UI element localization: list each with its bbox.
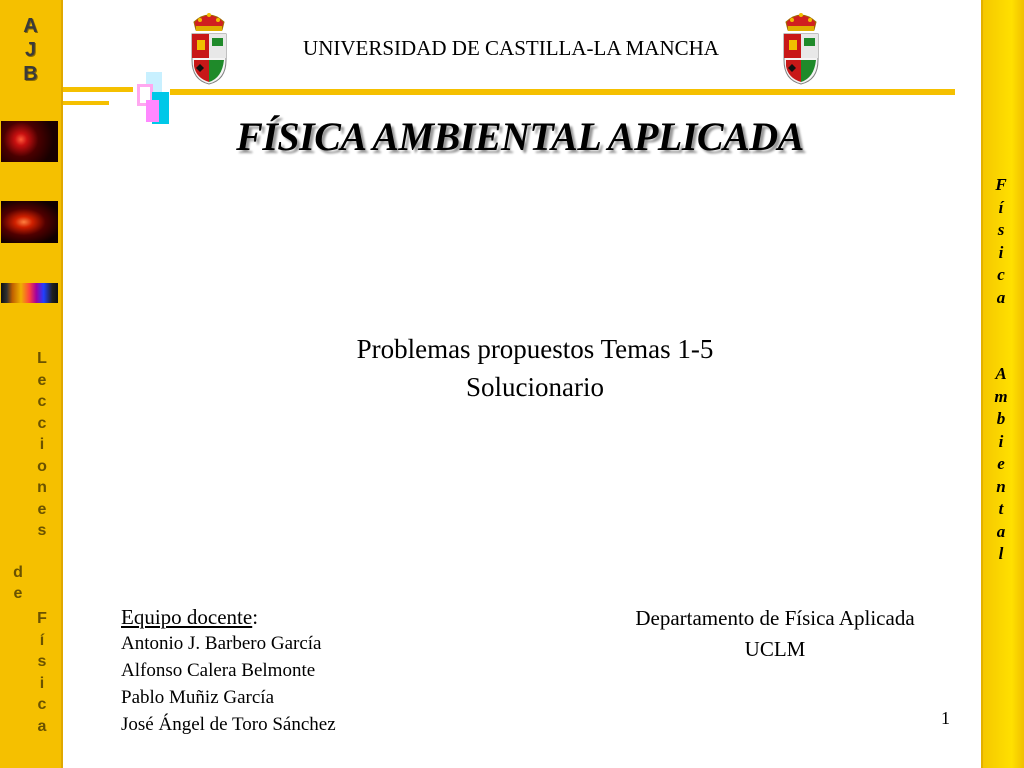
subtitle-line: Problemas propuestos Temas 1-5 bbox=[356, 334, 714, 364]
vertical-letter: i bbox=[39, 674, 45, 692]
thumbnail-image-1 bbox=[1, 121, 58, 162]
department-name: Departamento de Física Aplicada bbox=[635, 606, 915, 630]
vertical-letter: c bbox=[997, 265, 1005, 284]
thumbnail-spectrum-image bbox=[1, 283, 58, 303]
vertical-letter: L bbox=[37, 350, 47, 367]
vertical-letter: o bbox=[37, 457, 47, 475]
initial-letter: B bbox=[23, 63, 38, 85]
team-label-text: Equipo docente bbox=[121, 605, 253, 629]
vertical-letter: i bbox=[39, 436, 45, 453]
vertical-letter: c bbox=[37, 414, 47, 432]
initials-ajb bbox=[0, 14, 61, 86]
university-crest-icon bbox=[188, 8, 230, 86]
vertical-letter: s bbox=[37, 522, 47, 539]
department-info bbox=[590, 603, 960, 665]
university-crest-icon bbox=[780, 8, 822, 86]
team-label bbox=[121, 605, 336, 630]
university-name: UNIVERSIDAD DE CASTILLA-LA MANCHA bbox=[303, 36, 719, 60]
team-member: Alfonso Calera Belmonte bbox=[121, 660, 316, 681]
thumbnail-image-2 bbox=[1, 201, 58, 243]
vertical-letter: n bbox=[996, 476, 1006, 496]
vertical-letter: m bbox=[994, 386, 1008, 406]
vertical-letter: c bbox=[37, 393, 47, 410]
vertical-word-fisica-right bbox=[988, 174, 1014, 309]
teaching-team bbox=[121, 605, 336, 738]
vertical-word-de bbox=[8, 562, 28, 604]
initial-letter: A bbox=[23, 15, 38, 37]
vertical-letter: s bbox=[37, 653, 47, 670]
decorative-rule bbox=[63, 101, 109, 105]
vertical-word-fisica-left bbox=[30, 608, 54, 737]
vertical-letter: e bbox=[13, 585, 23, 602]
team-member: José Ángel de Toro Sánchez bbox=[121, 714, 336, 735]
vertical-word-lecciones bbox=[30, 348, 54, 542]
page-number: 1 bbox=[941, 708, 950, 728]
vertical-letter: l bbox=[998, 544, 1004, 563]
vertical-letter: e bbox=[37, 500, 47, 518]
vertical-letter: í bbox=[998, 197, 1004, 217]
subtitle-line: Solucionario bbox=[466, 372, 604, 402]
vertical-letter: t bbox=[998, 499, 1004, 518]
header-rule bbox=[170, 89, 955, 95]
vertical-letter: b bbox=[996, 409, 1006, 428]
department-institution: UCLM bbox=[744, 637, 806, 661]
vertical-letter: s bbox=[997, 220, 1005, 239]
vertical-letter: a bbox=[996, 521, 1006, 541]
vertical-letter: F bbox=[37, 610, 47, 627]
vertical-letter: í bbox=[39, 631, 45, 649]
vertical-letter: d bbox=[13, 564, 23, 581]
team-member: Pablo Muñiz García bbox=[121, 687, 275, 708]
slide-subtitle bbox=[230, 330, 840, 406]
vertical-word-ambiental-right bbox=[988, 363, 1014, 566]
vertical-letter: a bbox=[996, 287, 1006, 307]
vertical-letter: i bbox=[998, 431, 1004, 451]
decorative-rule bbox=[63, 87, 133, 92]
vertical-letter: c bbox=[37, 696, 47, 713]
left-bar-edge bbox=[61, 0, 63, 768]
vertical-letter: n bbox=[37, 479, 47, 496]
vertical-letter: e bbox=[997, 454, 1005, 473]
team-label-colon: : bbox=[252, 605, 259, 629]
vertical-letter: i bbox=[998, 242, 1004, 262]
slide-title: FÍSICA AMBIENTAL APLICADA bbox=[236, 114, 804, 159]
vertical-letter: a bbox=[37, 717, 47, 735]
initial-letter: J bbox=[24, 39, 37, 61]
vertical-letter: A bbox=[995, 364, 1007, 383]
vertical-letter: F bbox=[995, 175, 1007, 194]
vertical-letter: e bbox=[37, 371, 47, 389]
team-member: Antonio J. Barbero García bbox=[121, 633, 322, 654]
